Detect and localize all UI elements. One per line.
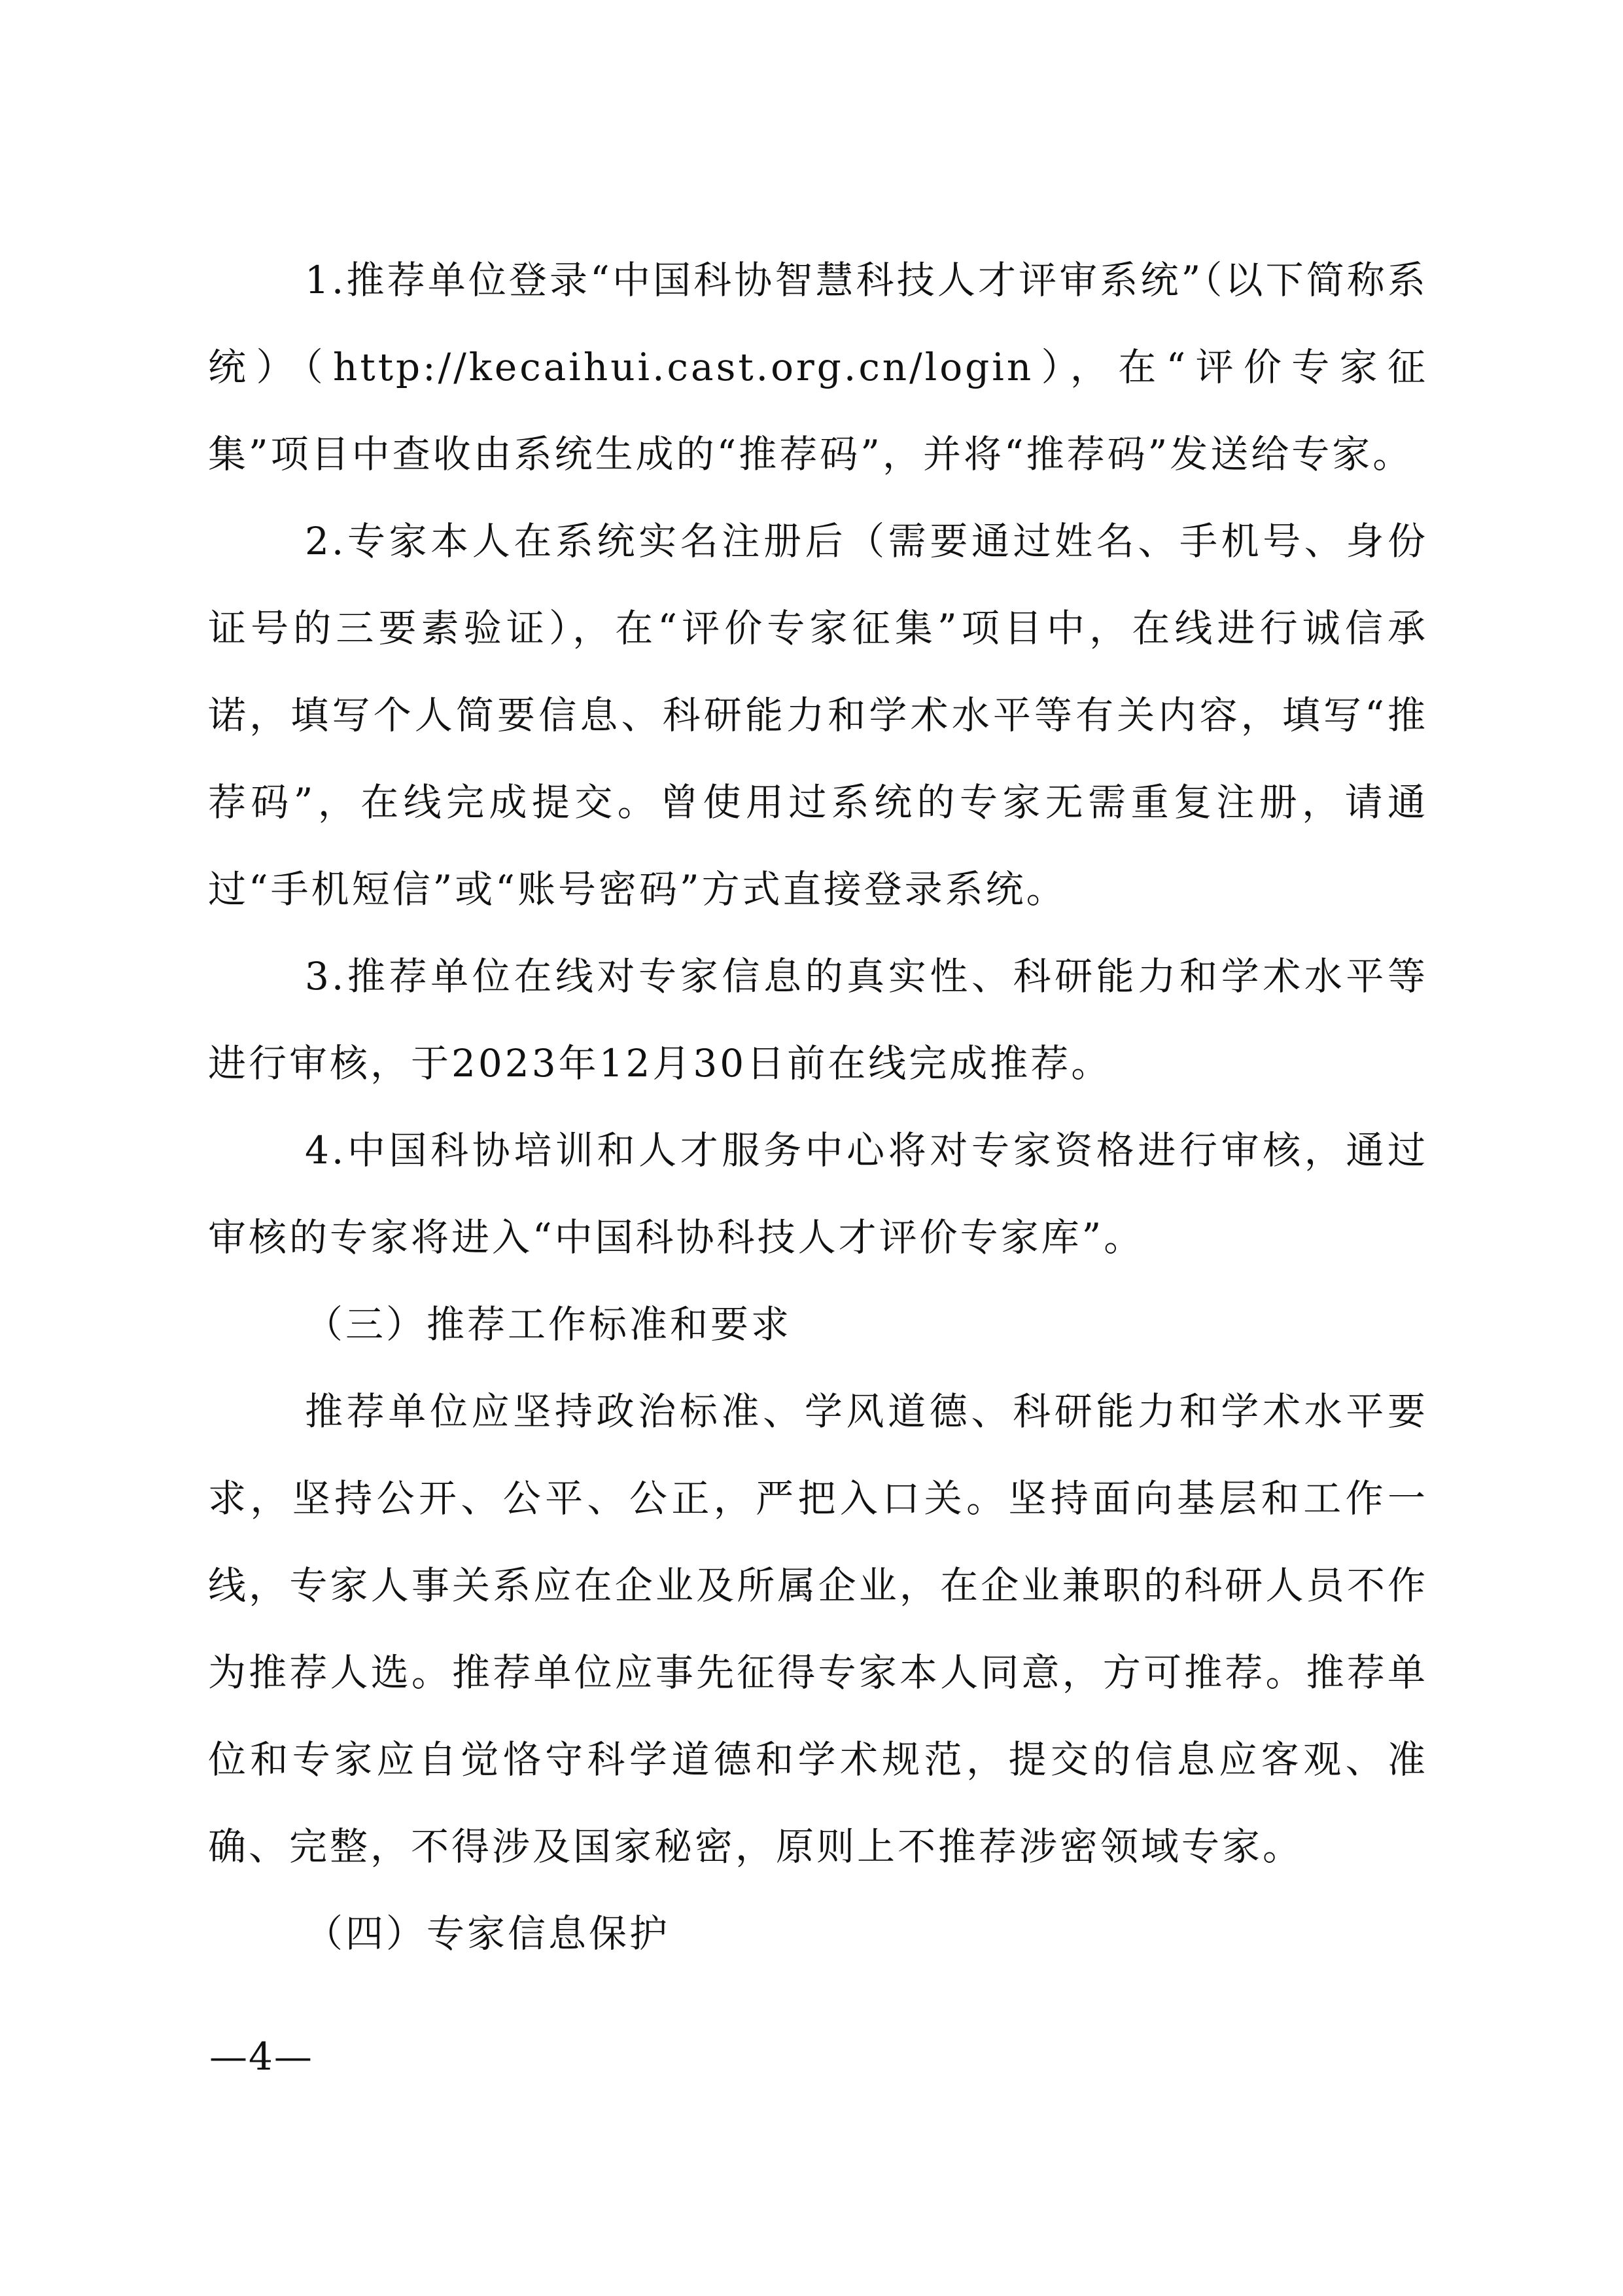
paragraph-step-3: 3.推荐单位在线对专家信息的真实性、科研能力和学术水平等进行审核，于2023年12月30日前在线完成推荐。 bbox=[208, 954, 1428, 1086]
paragraph-step-4: 4.中国科协培训和人才服务中心将对专家资格进行审核，通过审核的专家将进入“中国科协科技人才评价专家库”。 bbox=[208, 1128, 1428, 1260]
section-3-body: 推荐单位应坚持政治标准、学风道德、科研能力和学术水平要求，坚持公开、公平、公正，严把入口关。坚持面向基层和工作一线，专家人事关系应在企业及所属企业，在企业兼职的科研人员不作为推荐人选。推荐单位应事先征得专家本人同意，方可推荐。推荐单位和专家应自觉恪守科学道德和学术规范，提交的信息应客观、准确、完整，不得涉及国家秘密，原则上不推荐涉密领域专家。 bbox=[208, 1389, 1428, 1869]
paragraph-step-1: 1.推荐单位登录“中国科协智慧科技人才评审系统”（以下简称系统）（http://kecaihui.cast.org.cn/login），在“评价专家征集”项目中查收由系统生成的“推荐码”，并将“推荐码”发送给专家。 bbox=[208, 258, 1428, 476]
document-body bbox=[208, 237, 1428, 1977]
paragraph-step-2: 2.专家本人在系统实名注册后（需要通过姓名、手机号、身份证号的三要素验证），在“评价专家征集”项目中，在线进行诚信承诺，填写个人简要信息、科研能力和学术水平等有关内容，填写“推荐码”，在线完成提交。曾使用过系统的专家无需重复注册，请通过“手机短信”或“账号密码”方式直接登录系统。 bbox=[208, 519, 1428, 911]
section-heading-3: （三）推荐工作标准和要求 bbox=[305, 1302, 792, 1347]
section-heading-4: （四）专家信息保护 bbox=[305, 1911, 671, 1956]
page-number: —4— bbox=[209, 2034, 313, 2079]
